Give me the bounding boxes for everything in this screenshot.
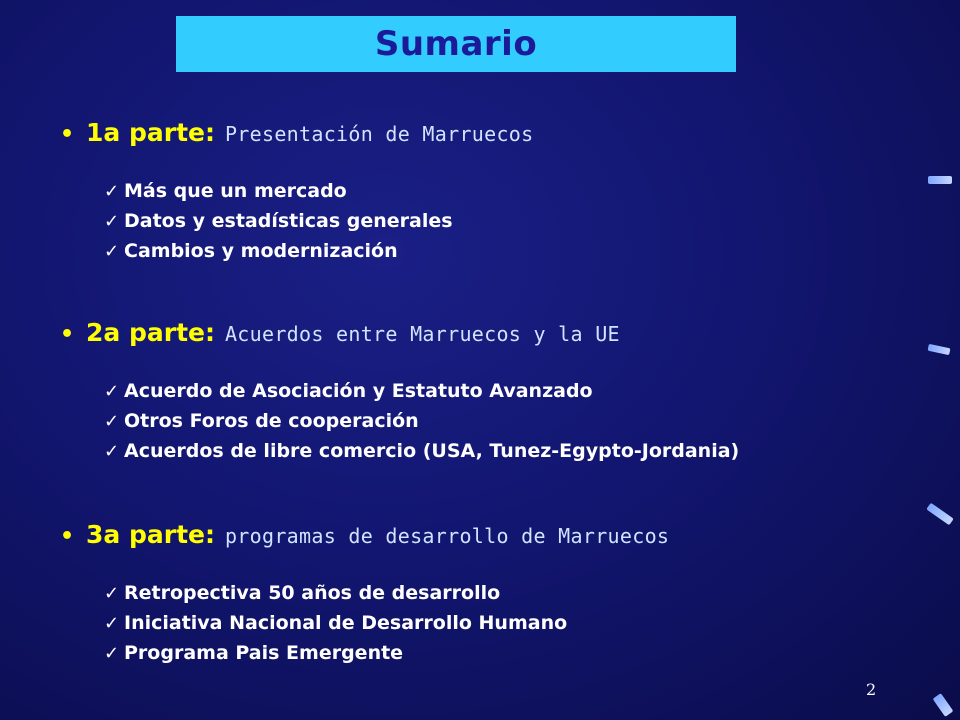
checkmark-icon: ✓ [104, 410, 120, 432]
checkmark-icon: ✓ [104, 180, 120, 202]
list-item [104, 436, 940, 466]
section-header [60, 118, 940, 152]
bullet-icon: • [60, 322, 75, 347]
list-item-text: Acuerdo de Asociación y Estatuto Avanzado [124, 380, 593, 402]
checkmark-icon: ✓ [104, 582, 120, 604]
list-item [104, 176, 940, 206]
list-item [104, 206, 940, 236]
list-item-text: Datos y estadísticas generales [124, 210, 453, 232]
list-item [104, 236, 940, 266]
list-item-text: Programa Pais Emergente [124, 642, 404, 664]
section-2 [60, 318, 940, 466]
checkmark-icon: ✓ [104, 380, 120, 402]
section-items [104, 578, 940, 668]
checkmark-icon: ✓ [104, 240, 120, 262]
list-item [104, 406, 940, 436]
checkmark-icon: ✓ [104, 210, 120, 232]
list-item-text: Acuerdos de libre comercio (USA, Tunez-Egypto-Jordania) [124, 440, 740, 462]
list-item [104, 376, 940, 406]
section-header [60, 520, 940, 554]
slide-title: Sumario [374, 24, 538, 64]
list-item-text: Cambios y modernización [124, 240, 398, 262]
section-description: programas de desarrollo de Marruecos [224, 524, 670, 548]
section-3 [60, 520, 940, 668]
section-label: 2a parte: [86, 318, 215, 347]
section-items [104, 176, 940, 266]
list-item-text: Más que un mercado [124, 180, 347, 202]
section-label: 3a parte: [86, 520, 215, 549]
checkmark-icon: ✓ [104, 642, 120, 664]
bullet-icon: • [60, 122, 75, 147]
list-item [104, 638, 940, 668]
section-items [104, 376, 940, 466]
list-item-text: Retropectiva 50 años de desarrollo [124, 582, 501, 604]
section-1 [60, 118, 940, 266]
decorative-mark [928, 176, 952, 184]
decorative-mark [933, 693, 954, 717]
list-item [104, 608, 940, 638]
list-item [104, 578, 940, 608]
checkmark-icon: ✓ [104, 612, 120, 634]
section-description: Acuerdos entre Marruecos y la UE [224, 322, 620, 346]
title-box [176, 16, 736, 72]
section-description: Presentación de Marruecos [224, 122, 534, 146]
bullet-icon: • [60, 524, 75, 549]
list-item-text: Iniciativa Nacional de Desarrollo Humano [124, 612, 568, 634]
list-item-text: Otros Foros de cooperación [124, 410, 419, 432]
checkmark-icon: ✓ [104, 440, 120, 462]
section-label: 1a parte: [86, 118, 215, 147]
section-header [60, 318, 940, 352]
page-number: 2 [866, 680, 877, 699]
